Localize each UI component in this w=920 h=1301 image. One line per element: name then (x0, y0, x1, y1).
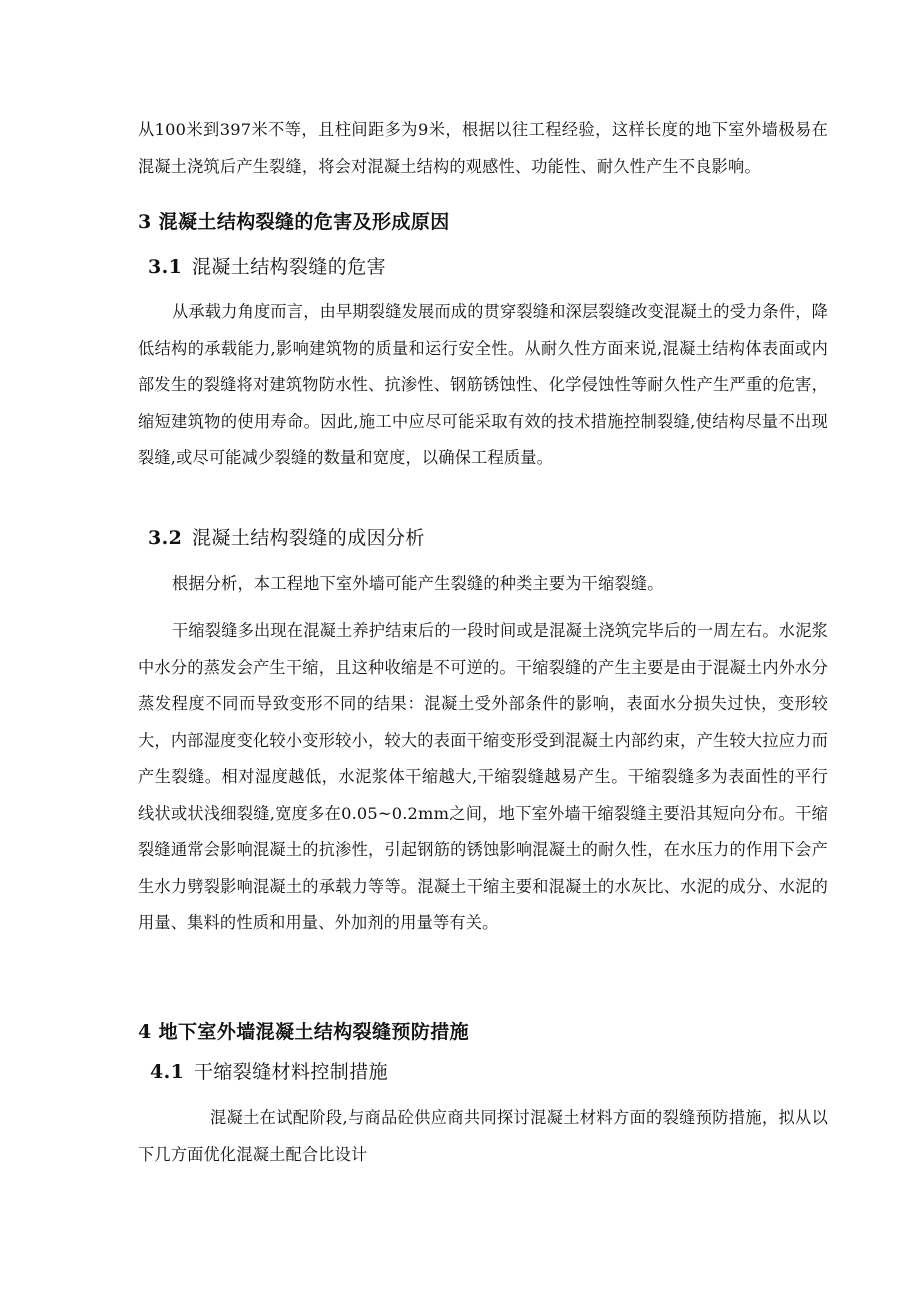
section-4-heading: 4 地下室外墙混凝土结构裂缝预防措施 (138, 1021, 470, 1043)
section-3-2-paragraph-2: 干缩裂缝多出现在混凝土养护结束后的一段时间或是混凝土浇筑完毕后的一周左右。水泥浆中水分的蒸发会产生干缩，且这种收缩是不可逆的。干缩裂缝的产生主要是由于混凝土内外水分蒸发程度不同而导致变形不同的结果：混凝土受外部条件的影响，表面水分损失过快，变形较大，内部湿度变化较小变形较小，较大的表面干缩变形受到混凝土内部约束，产生较大拉应力而产生裂缝。相对湿度越低，水泥浆体干缩越大,干缩裂缝越易产生。干缩裂缝多为表面性的平行线状或状浅细裂缝,宽度多在0.05~0.2mm之间，地下室外墙干缩裂缝主要沿其短向分布。干缩裂缝通常会影响混凝土的抗渗性，引起钢筋的锈蚀影响混凝土的耐久性，在水压力的作用下会产生水力劈裂影响混凝土的承载力等等。混凝土干缩主要和混凝土的水灰比、水泥的成分、水泥的用量、集料的性质和用量、外加剂的用量等有关。 (138, 621, 828, 932)
section-3-2-title: 混凝土结构裂缝的成因分析 (192, 527, 425, 549)
section-3-2-number: 3.2 (148, 527, 183, 549)
section-3-heading-block (138, 208, 828, 236)
section-4-1-title: 干缩裂缝材料控制措施 (194, 1061, 389, 1083)
section-3-2-paragraph-1-block (138, 566, 828, 603)
section-3-1-paragraph: 从承载力角度而言，由早期裂缝发展而成的贯穿裂缝和深层裂缝改变混凝土的受力条件，降低结构的承载能力,影响建筑物的质量和运行安全性。从耐久性方面来说,混凝土结构体表面或内部发生的裂缝将对建筑物防水性、抗渗性、钢筋锈蚀性、化学侵蚀性等耐久性产生严重的危害，缩短建筑物的使用寿命。因此,施工中应尽可能采取有效的技术措施控制裂缝,使结构尽量不出现裂缝,或尽可能减少裂缝的数量和宽度，以确保工程质量。 (138, 302, 828, 467)
section-3-heading: 3 混凝土结构裂缝的危害及形成原因 (138, 211, 450, 233)
section-3-2-paragraph-1: 根据分析，本工程地下室外墙可能产生裂缝的种类主要为干缩裂缝。 (172, 574, 664, 593)
section-3-1-title: 混凝土结构裂缝的危害 (192, 256, 387, 278)
intro-paragraph: 从100米到397米不等，且柱间距多为9米，根据以往工程经验，这样长度的地下室外墙极易在混凝土浇筑后产生裂缝，将会对混凝土结构的观感性、功能性、耐久性产生不良影响。 (138, 120, 828, 176)
section-4-heading-block (138, 1018, 828, 1046)
intro-paragraph-block (138, 112, 828, 185)
section-3-1-paragraph-block (138, 294, 828, 477)
section-4-1-heading (150, 1058, 840, 1086)
section-3-2-heading (148, 524, 838, 552)
section-4-1-paragraph: 混凝土在试配阶段,与商品砼供应商共同探讨混凝土材料方面的裂缝预防措施，拟从以下几方面优化混凝土配合比设计 (138, 1108, 828, 1164)
section-3-1-heading (148, 253, 838, 281)
section-4-1-heading-block (150, 1058, 840, 1086)
section-4-1-number: 4.1 (150, 1061, 185, 1083)
section-3-1-number: 3.1 (148, 256, 183, 278)
section-3-2-heading-block (148, 524, 838, 552)
section-3-1-heading-block (148, 253, 838, 281)
section-3-2-paragraph-2-block (138, 613, 828, 942)
section-4-1-paragraph-block (138, 1100, 828, 1173)
